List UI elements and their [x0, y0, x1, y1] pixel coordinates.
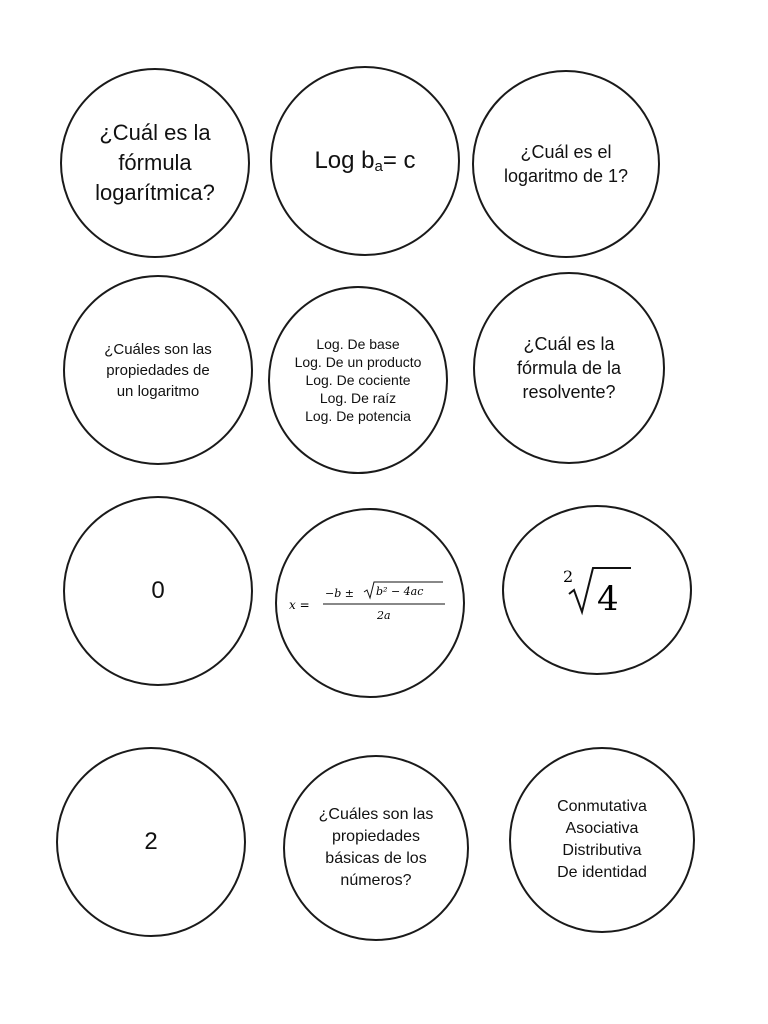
- card-text-line: Distributiva: [562, 842, 642, 859]
- formula-denominator: 2a: [377, 609, 391, 622]
- card-answer-zero: [63, 496, 253, 686]
- formula-radicand: b² − 4ac: [376, 585, 424, 598]
- root-radicand: 4: [597, 579, 619, 618]
- card-text-line: Conmutativa: [557, 798, 647, 815]
- card-number: 2: [144, 828, 158, 855]
- root-index: 2: [563, 567, 574, 586]
- card-question-number-properties: [283, 755, 469, 941]
- card-text-line: logarítmica?: [95, 180, 215, 205]
- card-question-quadratic-formula: [473, 272, 665, 464]
- card-answer-square-root: [502, 505, 692, 675]
- card-text-line: logaritmo de 1?: [503, 166, 629, 186]
- card-text-line: ¿Cuáles son las: [318, 806, 434, 823]
- card-text-line: fórmula de la: [516, 358, 622, 378]
- root-expression: [557, 562, 637, 618]
- card-answer-number-properties: [509, 747, 695, 933]
- card-answer-quadratic-formula: [275, 508, 465, 698]
- card-answer-log-formula: [270, 66, 460, 256]
- card-text-line: propiedades: [331, 828, 421, 845]
- card-text-line: resolvente?: [522, 382, 616, 402]
- card-text-line: números?: [340, 872, 412, 889]
- card-text-line: Log. De cociente: [305, 372, 411, 388]
- card-text-line: básicas de los: [325, 850, 427, 867]
- card-answer-log-properties: [268, 286, 448, 474]
- card-text-line: Log. De raíz: [319, 390, 397, 406]
- log-formula-subscript: a: [374, 158, 383, 175]
- card-text-line: ¿Cuál es el: [520, 142, 612, 162]
- card-text-line: De identidad: [557, 864, 647, 881]
- card-question-log-formula: [60, 68, 250, 258]
- log-formula-suffix: = c: [382, 147, 416, 174]
- log-formula-prefix: Log b: [314, 147, 375, 174]
- card-text-line: Asociativa: [565, 820, 639, 837]
- log-formula: [314, 147, 415, 175]
- card-text-line: ¿Cuál es la: [99, 120, 211, 145]
- card-text-line: un logaritmo: [116, 382, 200, 400]
- card-question-log-properties: [63, 275, 253, 465]
- card-text-line: Log. De potencia: [305, 408, 411, 424]
- card-answer-two: [56, 747, 246, 937]
- card-text-line: fórmula: [118, 150, 192, 175]
- quadratic-formula: [285, 578, 455, 628]
- card-text-line: Log. De base: [316, 336, 400, 352]
- formula-lhs: x =: [289, 598, 310, 612]
- card-text-line: Log. De un producto: [294, 354, 422, 370]
- card-text-line: propiedades de: [106, 361, 210, 379]
- card-text-line: ¿Cuál es la: [523, 334, 615, 354]
- card-text-line: ¿Cuáles son las: [104, 340, 212, 358]
- card-number: 0: [151, 577, 165, 604]
- formula-numerator-left: −b ±: [325, 587, 354, 600]
- card-question-log-of-one: [472, 70, 660, 258]
